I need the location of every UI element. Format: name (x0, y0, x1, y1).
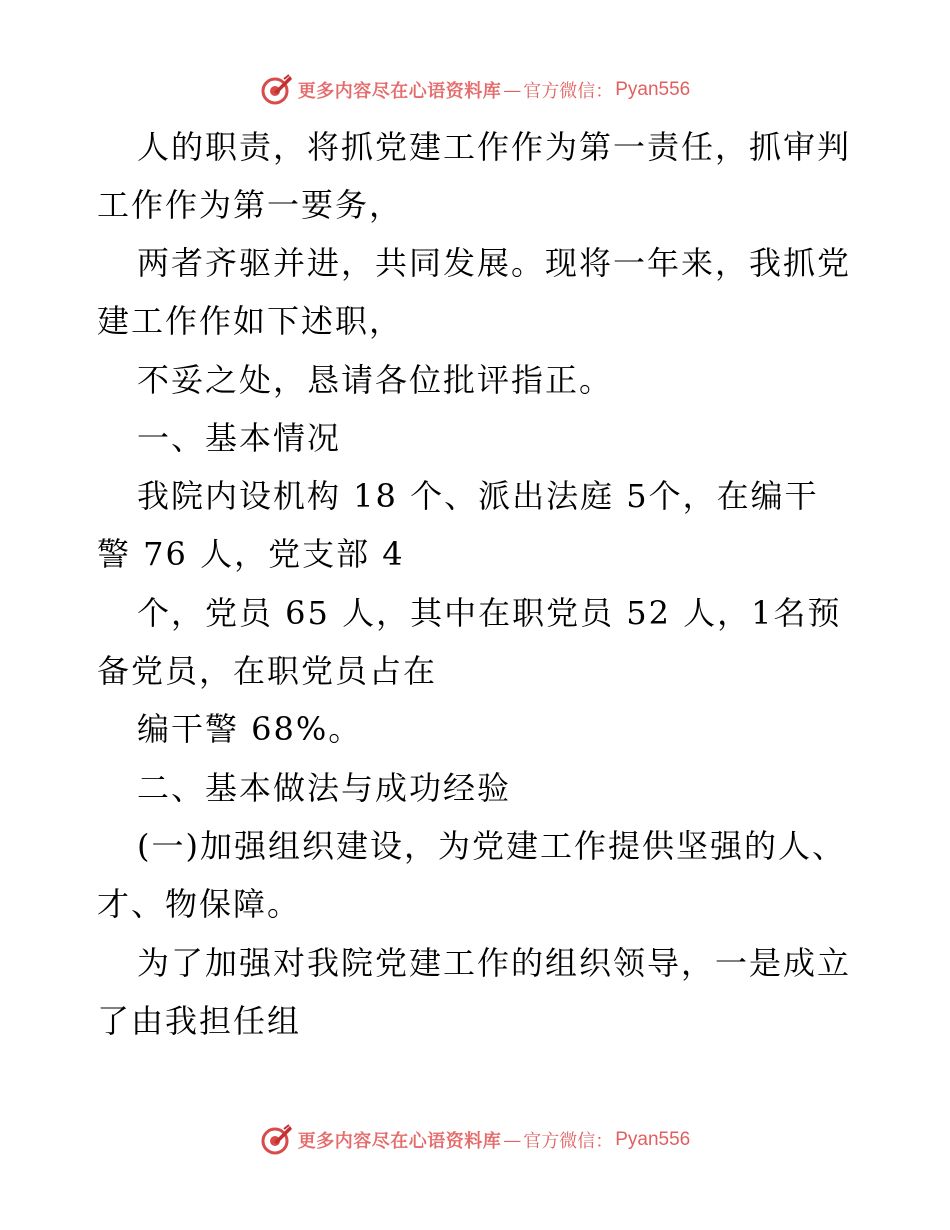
footer-banner (0, 1120, 950, 1160)
text-line: 编干警 68%。 (137, 710, 363, 748)
banner-dash: — (503, 1129, 522, 1151)
banner-subtitle: 官方微信： (523, 1131, 614, 1152)
banner-wechat-id: Pyan556 (615, 1129, 691, 1150)
header-banner (0, 70, 950, 110)
text-line: 不妥之处，恳请各位批评指正。 (137, 361, 614, 399)
section-heading: 一、基本情况 (137, 419, 342, 457)
banner-subtitle: 官方微信： (523, 81, 614, 102)
banner-title: 更多内容尽在心语资料库 (297, 81, 502, 102)
text-line: 建工作作如下述职， (97, 302, 404, 340)
section-heading: 二、基本做法与成功经验 (137, 769, 512, 807)
text-line: 才、物保障。 (97, 885, 302, 923)
quill-logo-icon (260, 1123, 294, 1157)
text-line: 两者齐驱并进，共同发展。现将一年来，我抓党 (137, 244, 852, 282)
text-line: 人的职责，将抓党建工作作为第一责任，抓审判 (137, 128, 852, 166)
banner-wechat-id: Pyan556 (615, 79, 691, 100)
text-line: 我院内设机构 18 个、派出法庭 5个，在编干 (137, 477, 819, 515)
text-line: 为了加强对我院党建工作的组织领导，一是成立 (137, 944, 852, 982)
banner-title: 更多内容尽在心语资料库 (297, 1131, 502, 1152)
text-line: 工作作为第一要务， (97, 186, 404, 224)
text-line: 警 76 人，党支部 4 (97, 535, 405, 573)
banner-dash: — (503, 79, 522, 101)
text-line: 备党员，在职党员占在 (97, 652, 438, 690)
quill-logo-icon (260, 73, 294, 107)
text-line: 个，党员 65 人，其中在职党员 52 人，1名预 (137, 594, 842, 632)
text-line: (一)加强组织建设，为党建工作提供坚强的人、 (137, 827, 846, 865)
text-line: 了由我担任组 (97, 1002, 302, 1040)
